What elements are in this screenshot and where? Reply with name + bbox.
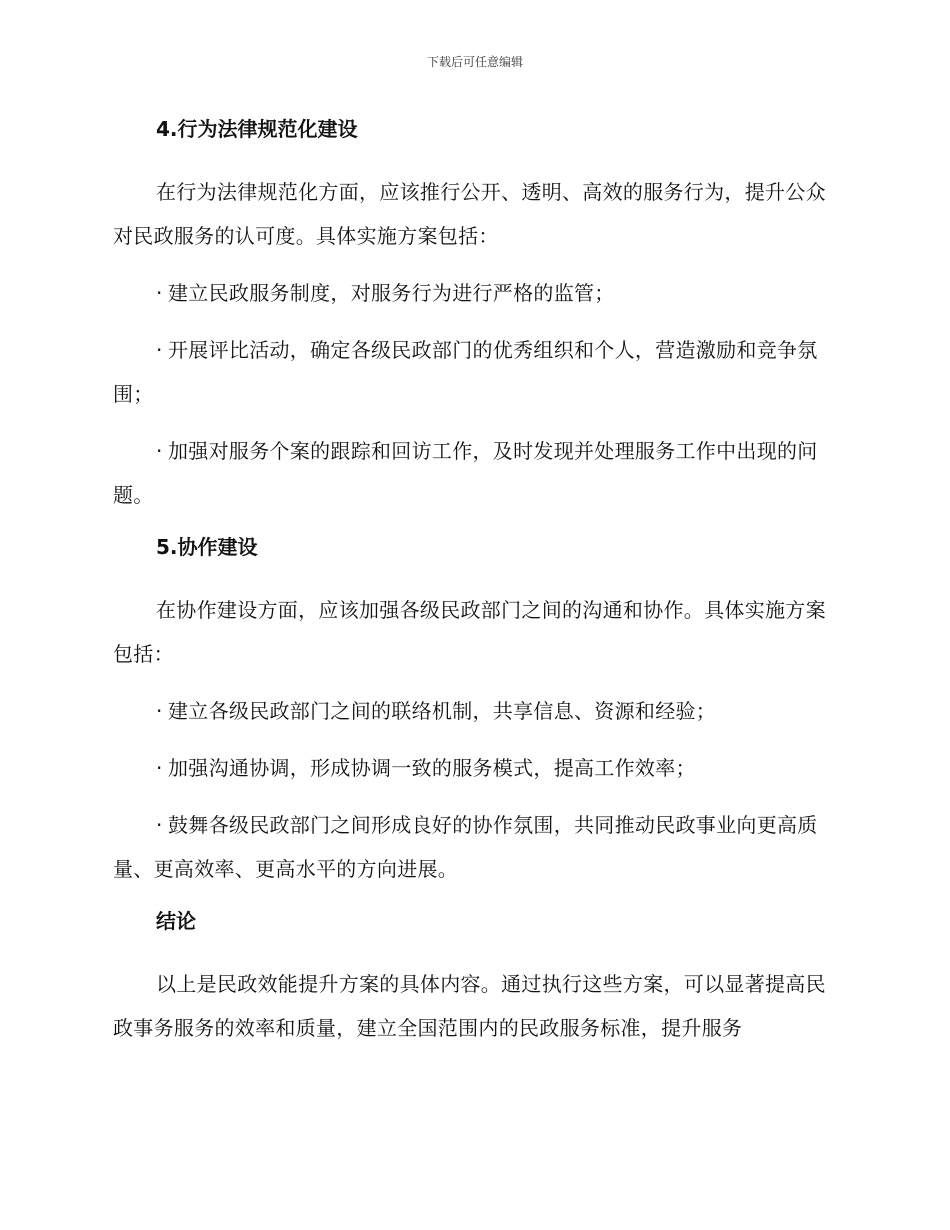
bullet-text: 开展评比活动，确定各级民政部门的优秀组织和个人，营造激励和竞争氛围； bbox=[113, 338, 818, 406]
bullet-item bbox=[113, 429, 831, 517]
conclusion-section bbox=[113, 904, 831, 1050]
bullet-item bbox=[113, 328, 831, 416]
bullet-dot: · bbox=[156, 756, 163, 780]
conclusion-text: 以上是民政效能提升方案的具体内容。通过执行这些方案，可以显著提高民政事务服务的效率和质量，建立全国范围内的民政服务标准，提升服务 bbox=[113, 972, 826, 1040]
section-heading: 5.协作建设 bbox=[156, 535, 258, 559]
bullet-item bbox=[113, 271, 831, 315]
bullet-item bbox=[113, 746, 831, 790]
bullet-dot: · bbox=[156, 699, 163, 723]
bullet-dot: · bbox=[156, 813, 163, 837]
page-header: 下载后可任意编辑 bbox=[426, 55, 523, 69]
document-body bbox=[113, 112, 831, 1063]
bullet-text: 鼓舞各级民政部门之间形成良好的协作氛围，共同推动民政事业向更高质量、更高效率、更高水平的方向进展。 bbox=[113, 813, 818, 881]
section-4 bbox=[113, 112, 831, 517]
bullet-item bbox=[113, 803, 831, 891]
bullet-item bbox=[113, 689, 831, 733]
bullet-text: 加强沟通协调，形成协调一致的服务模式，提高工作效率； bbox=[168, 756, 696, 780]
bullet-text: 建立各级民政部门之间的联络机制，共享信息、资源和经验； bbox=[168, 699, 717, 723]
section-intro: 在行为法律规范化方面，应该推行公开、透明、高效的服务行为，提升公众对民政服务的认可度。具体实施方案包括： bbox=[113, 180, 826, 248]
section-intro: 在协作建设方面，应该加强各级民政部门之间的沟通和协作。具体实施方案包括： bbox=[113, 598, 826, 666]
section-5 bbox=[113, 530, 831, 891]
bullet-dot: · bbox=[156, 439, 163, 463]
bullet-dot: · bbox=[156, 338, 163, 362]
bullet-text: 建立民政服务制度，对服务行为进行严格的监管； bbox=[168, 281, 615, 305]
bullet-dot: · bbox=[156, 281, 163, 305]
section-heading: 4.行为法律规范化建设 bbox=[156, 117, 358, 141]
conclusion-heading: 结论 bbox=[156, 909, 196, 933]
bullet-text: 加强对服务个案的跟踪和回访工作，及时发现并处理服务工作中出现的问题。 bbox=[113, 439, 818, 507]
